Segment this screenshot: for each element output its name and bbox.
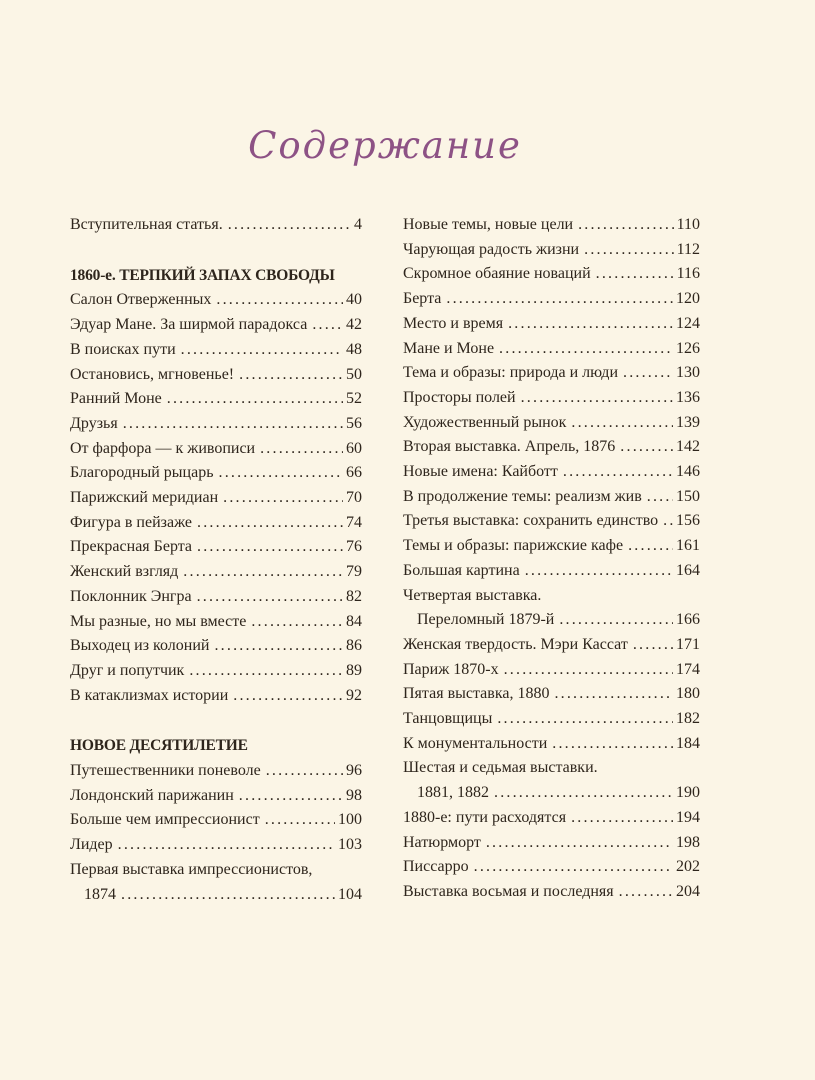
- page-number: 42: [346, 316, 362, 334]
- toc-entry: [70, 585, 362, 610]
- page-number: 204: [676, 882, 700, 900]
- page-number: 92: [346, 686, 362, 704]
- page-number: 89: [346, 661, 362, 679]
- toc-entry: [70, 659, 362, 684]
- dot-leader: [239, 363, 343, 388]
- dot-leader: [260, 437, 343, 462]
- dot-leader: [474, 855, 673, 880]
- toc-entry-continuation: [70, 883, 362, 908]
- dot-leader: [219, 461, 344, 486]
- dot-leader: [223, 486, 343, 511]
- entry-title: Друг и попутчик: [70, 661, 185, 679]
- toc-entry: [70, 511, 362, 536]
- entry-title: В катаклизмах истории: [70, 686, 229, 704]
- toc-entry: [70, 634, 362, 659]
- toc-entry-continuation: [403, 781, 700, 806]
- entry-title: Путешественники поневоле: [70, 762, 261, 780]
- page-number: 70: [346, 489, 362, 507]
- page-number: 4: [354, 216, 362, 233]
- toc-entry: [403, 386, 700, 411]
- dot-leader: [508, 312, 673, 337]
- toc-entry: [70, 535, 362, 560]
- section-header-text: 1860-е. ТЕРПКИЙ ЗАПАХ СВОБОДЫ: [70, 266, 335, 284]
- page-number: 79: [346, 563, 362, 581]
- entry-title: Поклонник Энгра: [70, 587, 192, 605]
- entry-title: Мы разные, но мы вместе: [70, 612, 247, 630]
- entry-title: Лондонский парижанин: [70, 786, 234, 804]
- entry-title: Вторая выставка. Апрель, 1876: [403, 438, 616, 456]
- toc-entry: [403, 559, 700, 584]
- page-number: 130: [676, 364, 700, 382]
- entry-title: Просторы полей: [403, 388, 516, 406]
- page-number: 103: [338, 836, 362, 854]
- toc-column-right: [403, 213, 700, 907]
- toc-entry-wrap-line: [70, 858, 362, 883]
- toc-entry: [403, 238, 700, 263]
- toc-entry-wrap-line: [403, 584, 700, 609]
- entry-title: Художественный рынок: [403, 413, 567, 431]
- page-number: 124: [676, 314, 700, 332]
- entry-title: Париж 1870-х: [403, 660, 499, 678]
- entry-title: Салон Отверженных: [70, 291, 212, 309]
- toc-entry: [403, 411, 700, 436]
- entry-title: В поисках пути: [70, 340, 176, 358]
- entry-title: Шестая и седьмая выставки.: [403, 759, 598, 777]
- toc-entry: [70, 363, 362, 388]
- dot-leader: [647, 485, 673, 510]
- toc-entry: [403, 485, 700, 510]
- toc-entry: [70, 387, 362, 412]
- dot-leader: [571, 806, 673, 831]
- page-number: 40: [346, 291, 362, 309]
- page-number: 136: [676, 388, 700, 406]
- toc-entry: [70, 759, 362, 784]
- dot-leader: [486, 831, 673, 856]
- entry-title: В продолжение темы: реализм жив: [403, 487, 642, 505]
- dot-leader: [628, 534, 673, 559]
- dot-leader: [197, 511, 343, 536]
- page-number: 74: [346, 513, 362, 531]
- page-number: 171: [676, 635, 700, 653]
- dot-leader: [123, 412, 343, 437]
- dot-leader: [239, 784, 343, 809]
- entry-title: Остановись, мгновенье!: [70, 365, 235, 383]
- page-number: 86: [346, 637, 362, 655]
- dot-leader: [214, 634, 343, 659]
- page-number: 110: [676, 216, 700, 233]
- page-number: 150: [676, 487, 700, 505]
- dot-leader: [619, 880, 673, 905]
- page-number: 180: [676, 685, 700, 703]
- page-title: Содержание: [248, 124, 522, 167]
- entry-title: Парижский меридиан: [70, 489, 219, 507]
- toc-entry-continuation: [403, 608, 700, 633]
- entry-title: Женский взгляд: [70, 563, 179, 581]
- dot-leader: [525, 559, 673, 584]
- page-number: 142: [676, 438, 700, 456]
- page-number: 112: [676, 240, 700, 258]
- entry-title: Мане и Моне: [403, 339, 495, 357]
- page-number: 198: [676, 833, 700, 851]
- page-number: 52: [346, 390, 362, 408]
- toc-section-header: [70, 264, 362, 289]
- dot-leader: [578, 213, 673, 238]
- toc-entry: [70, 338, 362, 363]
- dot-leader: [251, 610, 343, 635]
- page-number: 100: [338, 811, 362, 829]
- dot-leader: [197, 585, 343, 610]
- entry-title: Третья выставка: сохранить единство: [403, 512, 659, 530]
- page-number: 164: [676, 561, 700, 579]
- entry-title: Танцовщицы: [403, 710, 493, 728]
- toc-entry: [70, 610, 362, 635]
- entry-title: Выходец из колоний: [70, 637, 210, 655]
- page-number: 96: [346, 762, 362, 780]
- page-number: 104: [338, 885, 362, 903]
- page-number: 139: [676, 413, 700, 431]
- page-number: 48: [346, 340, 362, 358]
- dot-leader: [228, 213, 351, 238]
- dot-leader: [494, 781, 673, 806]
- entry-title: 1874: [84, 885, 116, 903]
- entry-title: Лидер: [70, 836, 113, 854]
- dot-leader: [584, 238, 673, 263]
- dot-leader: [633, 633, 673, 658]
- page-number: 56: [346, 414, 362, 432]
- page-number: 84: [346, 612, 362, 630]
- toc-section-header: [70, 734, 362, 759]
- entry-title: Большая картина: [403, 561, 520, 579]
- toc-entry: [70, 486, 362, 511]
- dot-leader: [233, 684, 343, 709]
- toc-entry: [70, 784, 362, 809]
- toc-entry: [403, 509, 700, 534]
- dot-leader: [167, 387, 343, 412]
- dot-leader: [183, 560, 343, 585]
- entry-title: Вступительная статья.: [70, 216, 223, 233]
- entry-title: Натюрморт: [403, 833, 481, 851]
- toc-entry: [70, 412, 362, 437]
- entry-title: Первая выставка импрессионистов,: [70, 860, 313, 878]
- page-number: 184: [676, 734, 700, 752]
- entry-title: Больше чем импрессионист: [70, 811, 260, 829]
- entry-title: Темы и образы: парижские кафе: [403, 537, 624, 555]
- entry-title: От фарфора — к живописи: [70, 439, 256, 457]
- toc-columns: [70, 213, 700, 907]
- entry-title: Берта: [403, 290, 442, 308]
- dot-leader: [312, 313, 343, 338]
- dot-leader: [563, 460, 673, 485]
- dot-leader: [552, 732, 673, 757]
- dot-leader: [265, 808, 335, 833]
- toc-entry: [403, 633, 700, 658]
- page-number: 161: [676, 537, 700, 555]
- dot-leader: [596, 262, 674, 287]
- toc-entry: [403, 707, 700, 732]
- dot-leader: [620, 435, 673, 460]
- page-number: 194: [676, 808, 700, 826]
- toc-entry: [70, 313, 362, 338]
- toc-entry-wrap-line: [403, 756, 700, 781]
- toc-entry: [403, 682, 700, 707]
- entry-title: Друзья: [70, 414, 118, 432]
- dot-leader: [197, 535, 343, 560]
- entry-title: Скромное обаяние новаций: [403, 265, 591, 283]
- dot-leader: [118, 833, 335, 858]
- page-number: 166: [676, 611, 700, 629]
- page-number: 60: [346, 439, 362, 457]
- toc-entry: [70, 808, 362, 833]
- entry-title: Прекрасная Берта: [70, 538, 193, 556]
- toc-entry: [403, 732, 700, 757]
- dot-leader: [497, 707, 673, 732]
- entry-title: Женская твердость. Мэри Кассат: [403, 635, 628, 653]
- toc-entry: [403, 213, 700, 238]
- page-number: 82: [346, 587, 362, 605]
- page-number: 66: [346, 464, 362, 482]
- page-number: 156: [676, 512, 700, 530]
- toc-entry: [70, 288, 362, 313]
- toc-entry: [70, 684, 362, 709]
- toc-entry: [403, 658, 700, 683]
- entry-title: 1881, 1882: [417, 784, 489, 802]
- entry-title: Писсарро: [403, 858, 469, 876]
- page-number: 174: [676, 660, 700, 678]
- entry-title: Новые темы, новые цели: [403, 216, 574, 233]
- entry-title: Эдуар Мане. За ширмой парадокса: [70, 316, 308, 334]
- toc-entry: [403, 831, 700, 856]
- entry-title: Выставка восьмая и последняя: [403, 882, 614, 900]
- toc-entry: [403, 534, 700, 559]
- entry-title: Ранний Моне: [70, 390, 162, 408]
- section-header-text: НОВОЕ ДЕСЯТИЛЕТИЕ: [70, 737, 248, 755]
- dot-leader: [499, 337, 673, 362]
- entry-title: Пятая выставка, 1880: [403, 685, 550, 703]
- toc-entry: [70, 833, 362, 858]
- dot-leader: [504, 658, 673, 683]
- entry-title: Переломный 1879-й: [417, 611, 555, 629]
- dot-leader: [554, 682, 673, 707]
- dot-leader: [623, 361, 673, 386]
- entry-title: Благородный рыцарь: [70, 464, 214, 482]
- toc-entry: [70, 213, 362, 238]
- toc-entry: [403, 806, 700, 831]
- dot-leader: [446, 287, 673, 312]
- entry-title: Новые имена: Кайботт: [403, 463, 558, 481]
- dot-leader: [266, 759, 343, 784]
- page-number: 126: [676, 339, 700, 357]
- toc-entry: [403, 312, 700, 337]
- toc-entry: [403, 361, 700, 386]
- entry-title: К монументальности: [403, 734, 548, 752]
- page-number: 190: [676, 784, 700, 802]
- toc-entry: [70, 560, 362, 585]
- page-number: 50: [346, 365, 362, 383]
- dot-leader: [189, 659, 343, 684]
- page-number: 98: [346, 786, 362, 804]
- toc-entry: [403, 880, 700, 905]
- toc-column-left: [70, 213, 362, 907]
- page-number: 202: [676, 858, 700, 876]
- entry-title: Фигура в пейзаже: [70, 513, 193, 531]
- entry-title: Чарующая радость жизни: [403, 240, 580, 258]
- dot-leader: [181, 338, 343, 363]
- dot-leader: [216, 288, 343, 313]
- toc-entry: [70, 437, 362, 462]
- toc-entry: [403, 337, 700, 362]
- dot-leader: [521, 386, 673, 411]
- toc-entry: [403, 855, 700, 880]
- toc-entry: [403, 262, 700, 287]
- toc-entry: [70, 461, 362, 486]
- entry-title: Тема и образы: природа и люди: [403, 364, 618, 382]
- page-number: 120: [676, 290, 700, 308]
- page-number: 76: [346, 538, 362, 556]
- dot-leader: [571, 411, 673, 436]
- toc-entry: [403, 435, 700, 460]
- entry-title: Четвертая выставка.: [403, 586, 542, 604]
- toc-entry: [403, 287, 700, 312]
- toc-entry: [403, 460, 700, 485]
- dot-leader: [663, 509, 673, 534]
- dot-leader: [121, 883, 335, 908]
- entry-title: Место и время: [403, 314, 504, 332]
- page-number: 116: [676, 265, 700, 283]
- page-number: 182: [676, 710, 700, 728]
- page-number: 146: [676, 463, 700, 481]
- dot-leader: [559, 608, 673, 633]
- entry-title: 1880-е: пути расходятся: [403, 808, 567, 826]
